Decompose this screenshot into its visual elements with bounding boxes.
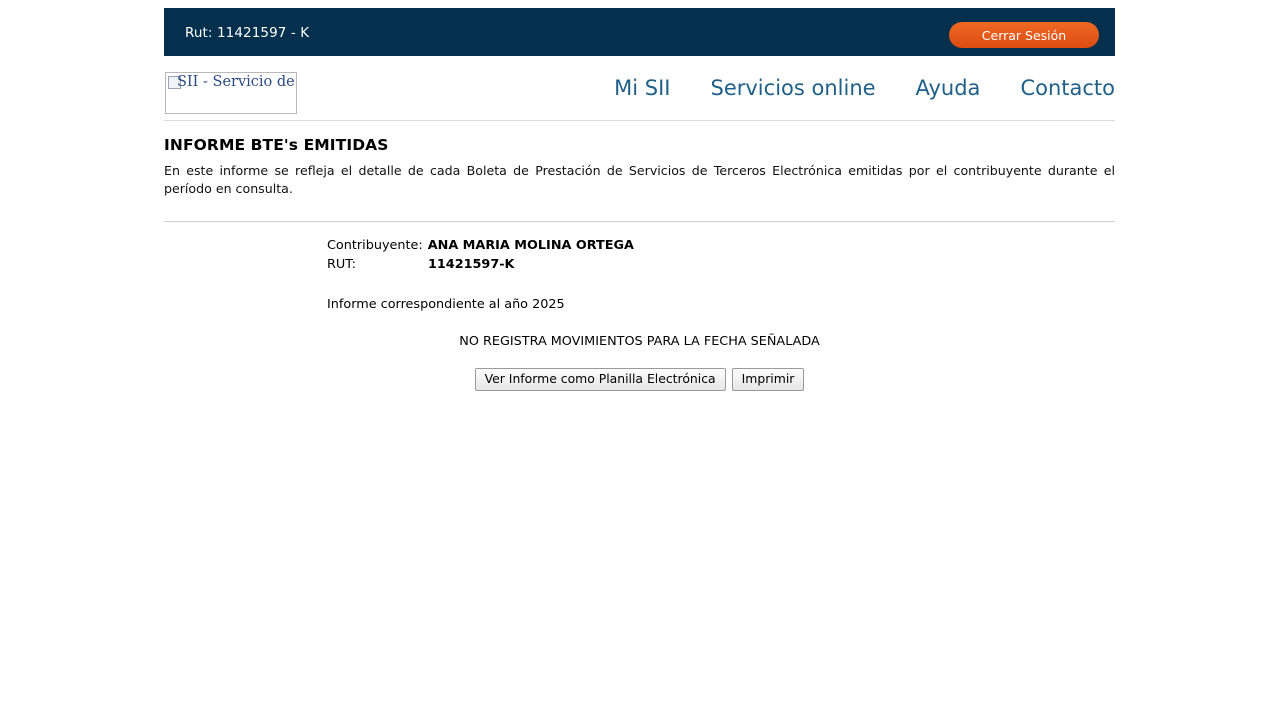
rut-label: RUT: — [327, 257, 356, 272]
report-actions — [164, 368, 1115, 391]
main-navigation-bar — [164, 56, 1115, 121]
top-session-bar — [164, 8, 1115, 56]
view-as-spreadsheet-button[interactable]: Ver Informe como Planilla Electrónica — [475, 368, 726, 391]
taxpayer-info — [327, 236, 634, 274]
report-description: En este informe se refleja el detalle de cada Boleta de Prestación de Servicios de Terceros Electrónica emitidas por el contribuyente durante el período en consulta. — [164, 163, 1115, 196]
session-rut-label: Rut: 11421597 - K — [185, 25, 310, 41]
page-title: INFORME BTE's EMITIDAS — [164, 136, 389, 154]
nav-item-mi-sii[interactable]: Mi SII — [614, 76, 671, 100]
logo-alt-text: SII - Servicio de — [177, 74, 295, 90]
nav-links — [614, 76, 1115, 100]
nav-item-servicios-online[interactable]: Servicios online — [710, 76, 876, 100]
report-content — [164, 120, 1115, 386]
no-records-message: NO REGISTRA MOVIMIENTOS PARA LA FECHA SEÑALADA — [459, 334, 820, 349]
contributor-label: Contribuyente: — [327, 238, 423, 253]
nav-item-ayuda[interactable]: Ayuda — [915, 76, 981, 100]
content-divider — [164, 221, 1115, 222]
taxpayer-rut-row — [327, 255, 634, 274]
logout-button[interactable]: Cerrar Sesión — [949, 22, 1099, 48]
rut-value: 11421597-K — [428, 257, 515, 272]
sii-logo-broken-image[interactable] — [165, 72, 297, 114]
print-button[interactable]: Imprimir — [732, 368, 805, 391]
taxpayer-name-row — [327, 236, 634, 255]
nav-item-contacto[interactable]: Contacto — [1020, 76, 1115, 100]
contributor-value: ANA MARIA MOLINA ORTEGA — [427, 238, 634, 253]
report-year-line: Informe correspondiente al año 2025 — [327, 297, 565, 312]
